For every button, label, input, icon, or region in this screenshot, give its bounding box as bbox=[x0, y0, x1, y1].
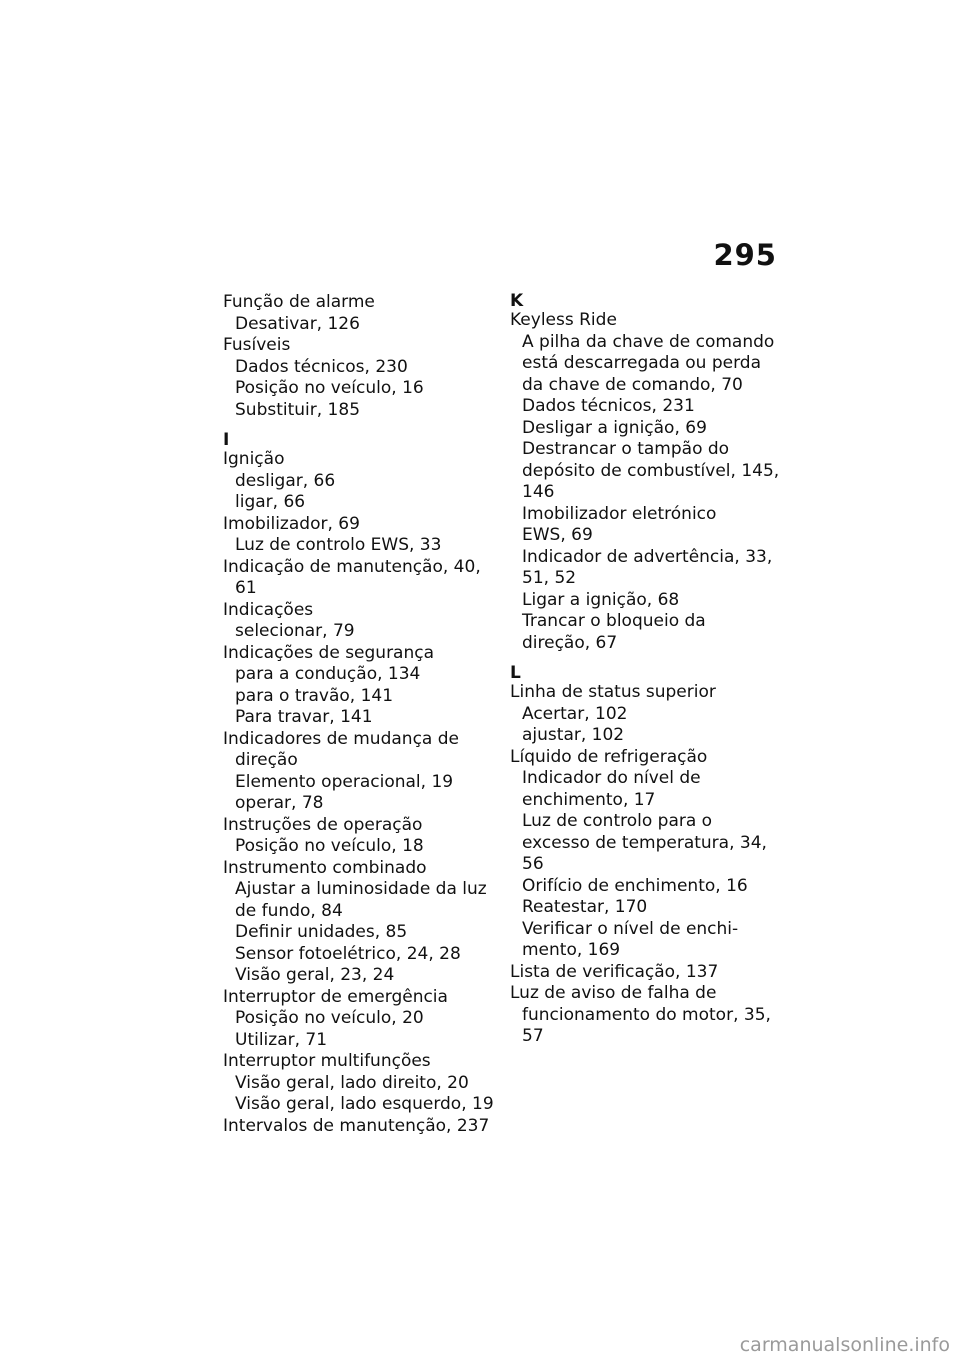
index-entry: Linha de status superior bbox=[510, 682, 716, 702]
index-entry-continuation: direção, 67 bbox=[522, 632, 618, 653]
index-entry: Função de alarme bbox=[223, 292, 375, 312]
index-entry-continuation: EWS, 69 bbox=[522, 525, 593, 545]
index-entry: Luz de aviso de falha de bbox=[510, 983, 717, 1003]
index-entry: Ignição bbox=[223, 449, 285, 469]
index-entry: Instruções de operação bbox=[223, 814, 423, 835]
watermark: carmanualsonline.info bbox=[739, 1334, 950, 1356]
index-subentry: Imobilizador eletrónico bbox=[522, 503, 717, 524]
index-entry: Indicadores de mudança de bbox=[223, 728, 459, 749]
index-entry: Indicações de segurança bbox=[223, 642, 435, 663]
index-section-letter: I bbox=[223, 430, 230, 450]
index-subentry: Posição no veículo, 18 bbox=[235, 836, 424, 856]
index-entry-continuation: 146 bbox=[522, 482, 555, 502]
index-entry-continuation: enchimento, 17 bbox=[522, 789, 656, 810]
index-entry-continuation: depósito de combustível, 145, bbox=[522, 460, 780, 481]
index-subentry: Elemento operacional, 19 bbox=[235, 771, 454, 792]
index-subentry: operar, 78 bbox=[235, 793, 324, 813]
index-entry-continuation: mento, 169 bbox=[522, 940, 621, 960]
index-subentry: A pilha da chave de comando bbox=[522, 331, 775, 352]
index-entry: Interruptor de emergência bbox=[223, 986, 448, 1007]
index-subentry: Luz de controlo EWS, 33 bbox=[235, 535, 442, 555]
index-subentry: Posição no veículo, 16 bbox=[235, 378, 424, 398]
index-entry-continuation: 61 bbox=[235, 578, 257, 598]
index-subentry: Luz de controlo para o bbox=[522, 811, 713, 831]
index-entry-continuation: está descarregada ou perda bbox=[522, 353, 761, 373]
index-subentry: Utilizar, 71 bbox=[235, 1029, 328, 1050]
index-entry-continuation: 57 bbox=[522, 1026, 544, 1046]
index-subentry: Dados técnicos, 230 bbox=[235, 356, 408, 377]
index-subentry: Destrancar o tampão do bbox=[522, 439, 730, 459]
index-entry: Lista de verificação, 137 bbox=[510, 961, 719, 982]
index-subentry: ajustar, 102 bbox=[522, 725, 625, 745]
index-subentry: para a condução, 134 bbox=[235, 664, 421, 684]
index-subentry: Trancar o bloqueio da bbox=[522, 611, 706, 631]
index-entry: Fusíveis bbox=[223, 335, 291, 355]
index-entry-continuation: 56 bbox=[522, 854, 544, 874]
index-section-letter: K bbox=[510, 291, 524, 311]
index-entry: Líquido de refrigeração bbox=[510, 746, 708, 767]
index-subentry: Indicador de advertência, 33, bbox=[522, 546, 773, 567]
index-subentry: Acertar, 102 bbox=[522, 703, 628, 724]
index-entry-continuation: 51, 52 bbox=[522, 568, 577, 588]
index-column-right bbox=[510, 292, 790, 1048]
index-section-letter: L bbox=[510, 663, 521, 683]
index-entry-continuation: funcionamento do motor, 35, bbox=[522, 1004, 771, 1025]
index-subentry: para o travão, 141 bbox=[235, 685, 394, 706]
index-subentry: Substituir, 185 bbox=[235, 399, 361, 420]
index-subentry: Orifício de enchimento, 16 bbox=[522, 875, 748, 896]
index-entry-continuation: de fundo, 84 bbox=[235, 900, 343, 921]
index-subentry: Reatestar, 170 bbox=[522, 897, 648, 917]
index-subentry: Visão geral, lado esquerdo, 19 bbox=[235, 1094, 494, 1114]
index-entry: Imobilizador, 69 bbox=[223, 513, 360, 534]
index-entry-continuation: excesso de temperatura, 34, bbox=[522, 832, 767, 853]
index-entry-continuation: direção bbox=[235, 750, 298, 770]
index-entry: Indicações bbox=[223, 599, 314, 620]
index-subentry: Definir unidades, 85 bbox=[235, 922, 408, 942]
index-entry: Indicação de manutenção, 40, bbox=[223, 556, 481, 577]
index-subentry: ligar, 66 bbox=[235, 492, 306, 512]
index-entry: Instrumento combinado bbox=[223, 857, 427, 878]
index-column-left bbox=[223, 292, 498, 1137]
index-subentry: Desligar a ignição, 69 bbox=[522, 417, 707, 438]
index-subentry: Visão geral, lado direito, 20 bbox=[235, 1072, 469, 1093]
page-number: 295 bbox=[713, 238, 777, 272]
index-subentry: Posição no veículo, 20 bbox=[235, 1008, 424, 1028]
index-subentry: Ligar a ignição, 68 bbox=[522, 589, 680, 610]
index-entry: Interruptor multifunções bbox=[223, 1051, 431, 1071]
index-subentry: selecionar, 79 bbox=[235, 621, 355, 641]
index-subentry: Indicador do nível de bbox=[522, 768, 701, 788]
index-subentry: Desativar, 126 bbox=[235, 313, 360, 334]
index-entry: Intervalos de manutenção, 237 bbox=[223, 1115, 490, 1136]
index-subentry: desligar, 66 bbox=[235, 470, 336, 491]
index-subentry: Ajustar a luminosidade da luz bbox=[235, 879, 487, 899]
index-entry: Keyless Ride bbox=[510, 310, 617, 330]
index-subentry: Sensor fotoelétrico, 24, 28 bbox=[235, 943, 461, 964]
index-entry-continuation: da chave de comando, 70 bbox=[522, 374, 743, 395]
index-subentry: Visão geral, 23, 24 bbox=[235, 965, 395, 985]
index-subentry: Dados técnicos, 231 bbox=[522, 396, 695, 416]
index-subentry: Verificar o nível de enchi- bbox=[522, 918, 739, 939]
index-subentry: Para travar, 141 bbox=[235, 707, 373, 727]
